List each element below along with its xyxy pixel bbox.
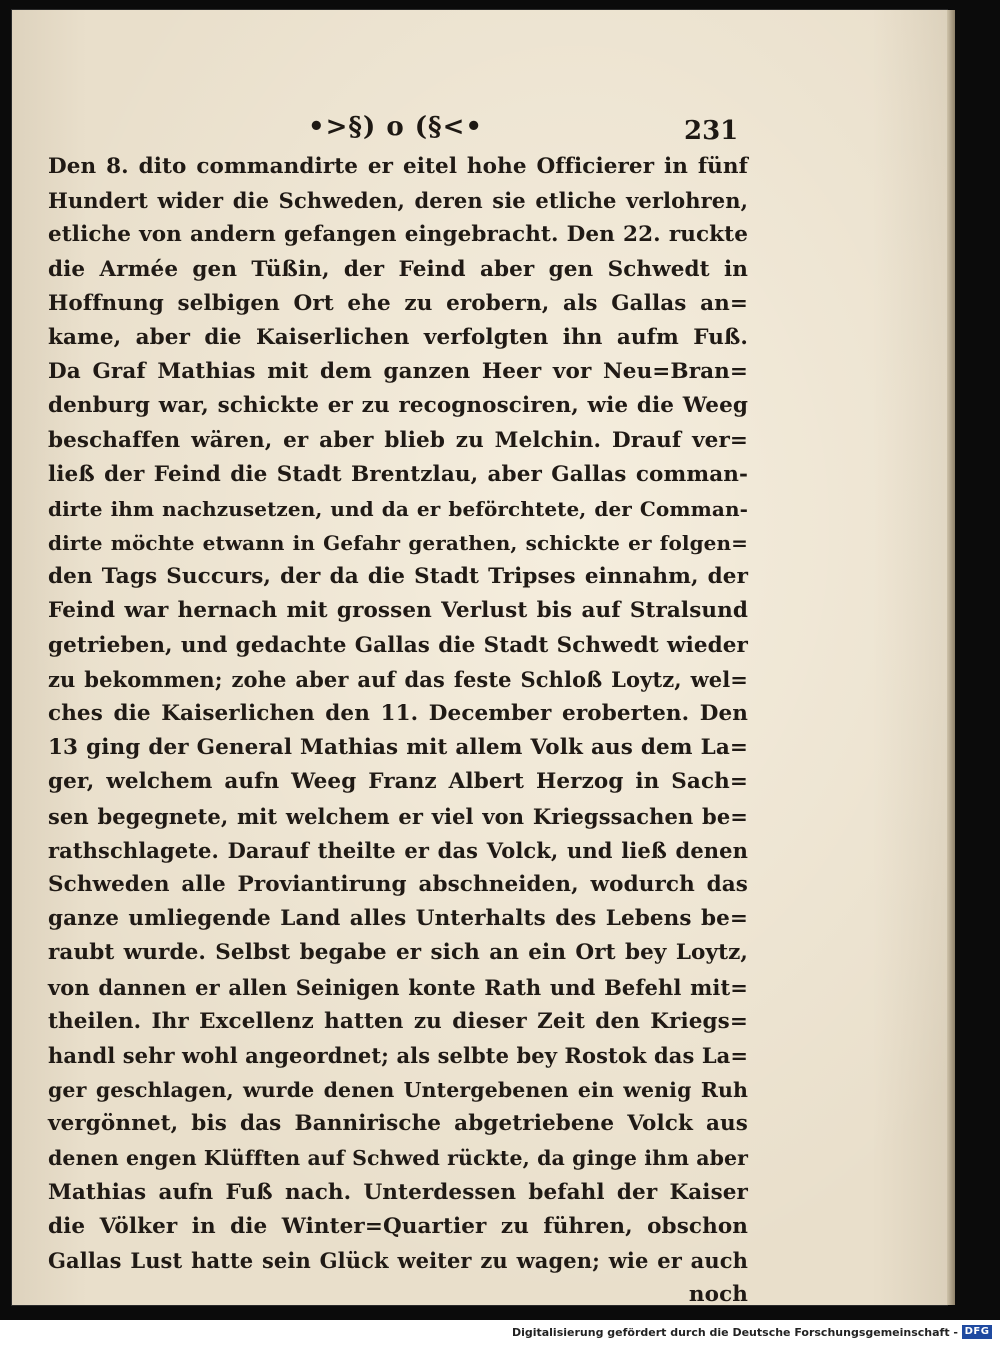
text-line: vergönnet, bis das Bannirische abgetriebene Volck aus [48,1111,748,1137]
body-text [48,150,748,1312]
text-line: Schweden alle Proviantirung abschneiden, wodurch das [48,871,748,897]
text-line: ganze umliegende Land alles Unterhalts des Lebens be= [48,906,748,932]
text-line: etliche von andern gefangen eingebracht. Den 22. ruckte [48,222,748,248]
text-line: ger geschlagen, wurde denen Untergebenen ein wenig Ruh [48,1078,748,1103]
footer-bar [0,1320,1000,1345]
page-edge [947,10,955,1305]
catchword: noch [688,1282,748,1308]
text-line: ches die Kaiserlichen den 11. December eroberten. Den [48,701,748,726]
text-line: dirte ihm nachzusetzen, und da er beförchtete, der Comman- [48,496,748,521]
dfg-logo-icon: DFG [962,1325,992,1339]
text-line: 13 ging der General Mathias mit allem Volk aus dem La= [48,735,748,761]
page-header [12,110,947,150]
text-line: Gallas Lust hatte sein Glück weiter zu wagen; wie er auch [48,1248,748,1273]
text-line: beschaffen wären, er aber blieb zu Melchin. Drauf ver= [48,427,748,453]
text-line: den Tags Succurs, der da die Stadt Tripses einnahm, der [48,564,748,590]
text-line: ger, welchem aufn Weeg Franz Albert Herzog in Sach= [48,769,748,795]
text-line: die Armée gen Tüßin, der Feind aber gen Schwedt in [48,256,748,282]
text-line: theilen. Ihr Excellenz hatten zu dieser Zeit den Kriegs= [48,1008,748,1034]
text-line: kame, aber die Kaiserlichen verfolgten ihn aufm Fuß. [48,324,748,350]
text-line: Hoffnung selbigen Ort ehe zu erobern, als Gallas an= [48,290,748,316]
text-line: von dannen er allen Seinigen konte Rath und Befehl mit= [48,974,748,1000]
page-number: 231 [684,116,739,146]
text-line: Da Graf Mathias mit dem ganzen Heer vor Neu=Bran= [48,359,748,385]
text-line: denen engen Klüfften auf Schwed rückte, da ginge ihm aber [48,1146,749,1171]
book-page [12,10,947,1308]
text-line: getrieben, und gedachte Gallas die Stadt Schwedt wieder [48,632,748,658]
text-line: Mathias aufn Fuß nach. Unterdessen befahl der Kaiser [48,1179,748,1205]
funding-notice: Digitalisierung gefördert durch die Deutsche Forschungsgemeinschaft - [511,1326,958,1339]
text-line: dirte möchte etwann in Gefahr gerathen, schickte er folgen= [48,531,748,556]
text-line: denburg war, schickte er zu recognosciren, wie die Weeg [48,393,748,419]
text-line: raubt wurde. Selbst begabe er sich an ein Ort bey Loytz, [48,940,748,966]
text-line: Den 8. dito commandirte er eitel hohe Officierer in fünf [48,154,748,179]
text-line: ließ der Feind die Stadt Brentzlau, aber Gallas comman- [48,461,748,487]
text-line: die Völker in die Winter=Quartier zu führen, obschon [48,1213,748,1239]
text-line: Feind war hernach mit grossen Verlust bis auf Stralsund [48,598,748,624]
text-line: zu bekommen; zohe aber auf das feste Schloß Loytz, wel= [48,666,748,692]
text-line: Hundert wider die Schweden, deren sie etliche verlohren, [48,188,748,214]
text-line: rathschlagete. Darauf theilte er das Volck, und ließ denen [48,837,748,863]
header-ornament: •>§) o (§<• [308,112,484,142]
text-line: sen begegnete, mit welchem er viel von Kriegssachen be= [48,803,748,829]
text-line: handl sehr wohl angeordnet; als selbte bey Rostok das La= [48,1042,749,1068]
